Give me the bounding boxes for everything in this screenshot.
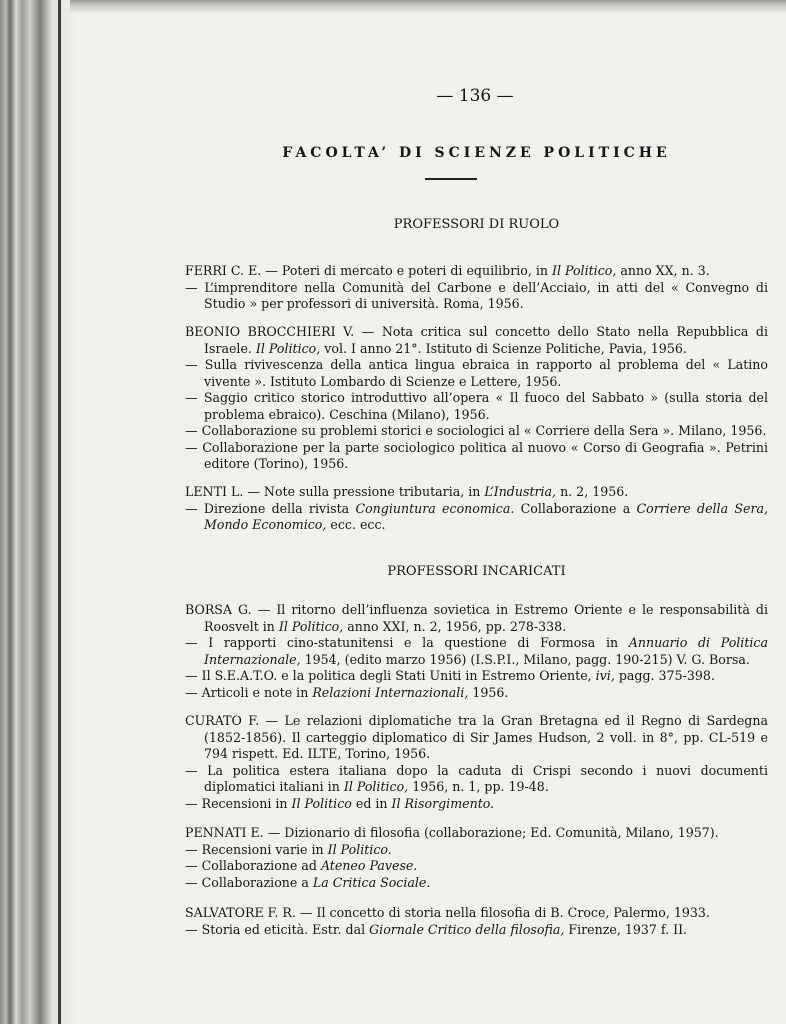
list-item: — Recensioni varie in Il Politico. <box>185 841 392 857</box>
list-item: — Sulla rivivescenza della antica lingua ebraica in rapporto al problema del « Latino vivente ». Istituto Lombardo di Scienze e Lettere, 1956. <box>185 357 768 389</box>
entry-curato <box>185 713 768 812</box>
list-item: — Direzione della rivista Congiuntura economica. Collaborazione a Corriere della Sera, Mondo Economico, ecc. ecc. <box>185 500 768 532</box>
section-heading-incaricati: PROFESSORI INCARICATI <box>387 564 566 579</box>
list-item: — Articoli e note in Relazioni Internazionali, 1956. <box>185 684 509 700</box>
entry-salvatore <box>185 905 768 938</box>
list-item: — Collaborazione a La Critica Sociale. <box>185 874 431 890</box>
list-item: CURATO F. — Le relazioni diplomatiche tra la Gran Bretagna ed il Regno di Sardegna (1852-1856). Il carteggio diplomatico di Sir James Hudson, 2 voll. in 8°, pp. CL-519 e 794 rispett. Ed. ILTE, Torino, 1956. <box>185 713 768 761</box>
entry-lenti <box>185 484 768 534</box>
list-item: LENTI L. — Note sulla pressione tributaria, in L’Industria, n. 2, 1956. <box>185 484 629 499</box>
list-item: — Collaborazione su problemi storici e sociologici al « Corriere della Sera ». Milano, 1956. <box>185 423 767 438</box>
list-item: BORSA G. — Il ritorno dell’influenza sovietica in Estremo Oriente e le responsabilità di Roosvelt in Il Politico, anno XXI, n. 2, 1956, pp. 278-338. <box>185 602 768 634</box>
entry-borsa <box>185 602 768 701</box>
list-item: — I rapporti cino-statunitensi e la questione di Formosa in Annuario di Politica Internazionale, 1954, (edito marzo 1956) (I.S.P.I., Milano, pagg. 190-215) V. G. Borsa. <box>185 635 768 667</box>
list-item: — L’imprenditore nella Comunità del Carbone e dell’Acciaio, in atti del « Convegno di Studio » per professori di università. Roma, 1956. <box>185 279 768 311</box>
list-item: FERRI C. E. — Poteri di mercato e poteri di equilibrio, in Il Politico, anno XX, n. 3. <box>185 263 710 278</box>
section-heading-ruolo: PROFESSORI DI RUOLO <box>393 217 560 232</box>
list-item: BEONIO BROCCHIERI V. — Nota critica sul concetto dello Stato nella Repubblica di Israele. Il Politico, vol. I anno 21°. Istituto di Scienze Politiche, Pavia, 1956. <box>185 324 768 356</box>
list-item: — Saggio critico storico introduttivo all’opera « Il fuoco del Sabbato » (sulla storia del problema ebraico). Ceschina (Milano), 1956. <box>185 390 768 422</box>
page-top-edge <box>70 0 786 14</box>
list-item: — Recensioni in Il Politico ed in Il Risorgimento. <box>185 795 495 811</box>
list-item: SALVATORE F. R. — Il concetto di storia nella filosofia di B. Croce, Palermo, 1933. <box>185 905 710 920</box>
entry-ferri <box>185 263 768 313</box>
faculty-title: FACOLTA’ DI SCIENZE POLITICHE <box>282 145 671 161</box>
list-item: — Storia ed eticità. Estr. dal Giornale Critico della filosofia, Firenze, 1937 f. II. <box>185 921 688 937</box>
list-item: — Collaborazione per la parte sociologico politica al nuovo « Corso di Geografia ». Petrini editore (Torino), 1956. <box>185 439 768 471</box>
entry-pennati <box>185 825 768 891</box>
entry-beonio <box>185 324 768 473</box>
title-rule <box>425 178 477 180</box>
list-item: — Il S.E.A.T.O. e la politica degli Stati Uniti in Estremo Oriente, ivi, pagg. 375-398. <box>185 668 715 683</box>
list-item: PENNATI E. — Dizionario di filosofia (collaborazione; Ed. Comunità, Milano, 1957). <box>185 825 719 840</box>
book-binding-edge <box>0 0 78 1024</box>
list-item: — Collaborazione ad Ateneo Pavese. <box>185 858 418 873</box>
list-item: — La politica estera italiana dopo la caduta di Crispi secondo i nuovi documenti diplomatici italiani in Il Politico, 1956, n. 1, pp. 19-48. <box>185 762 768 794</box>
page-number: — 136 — <box>436 86 514 106</box>
